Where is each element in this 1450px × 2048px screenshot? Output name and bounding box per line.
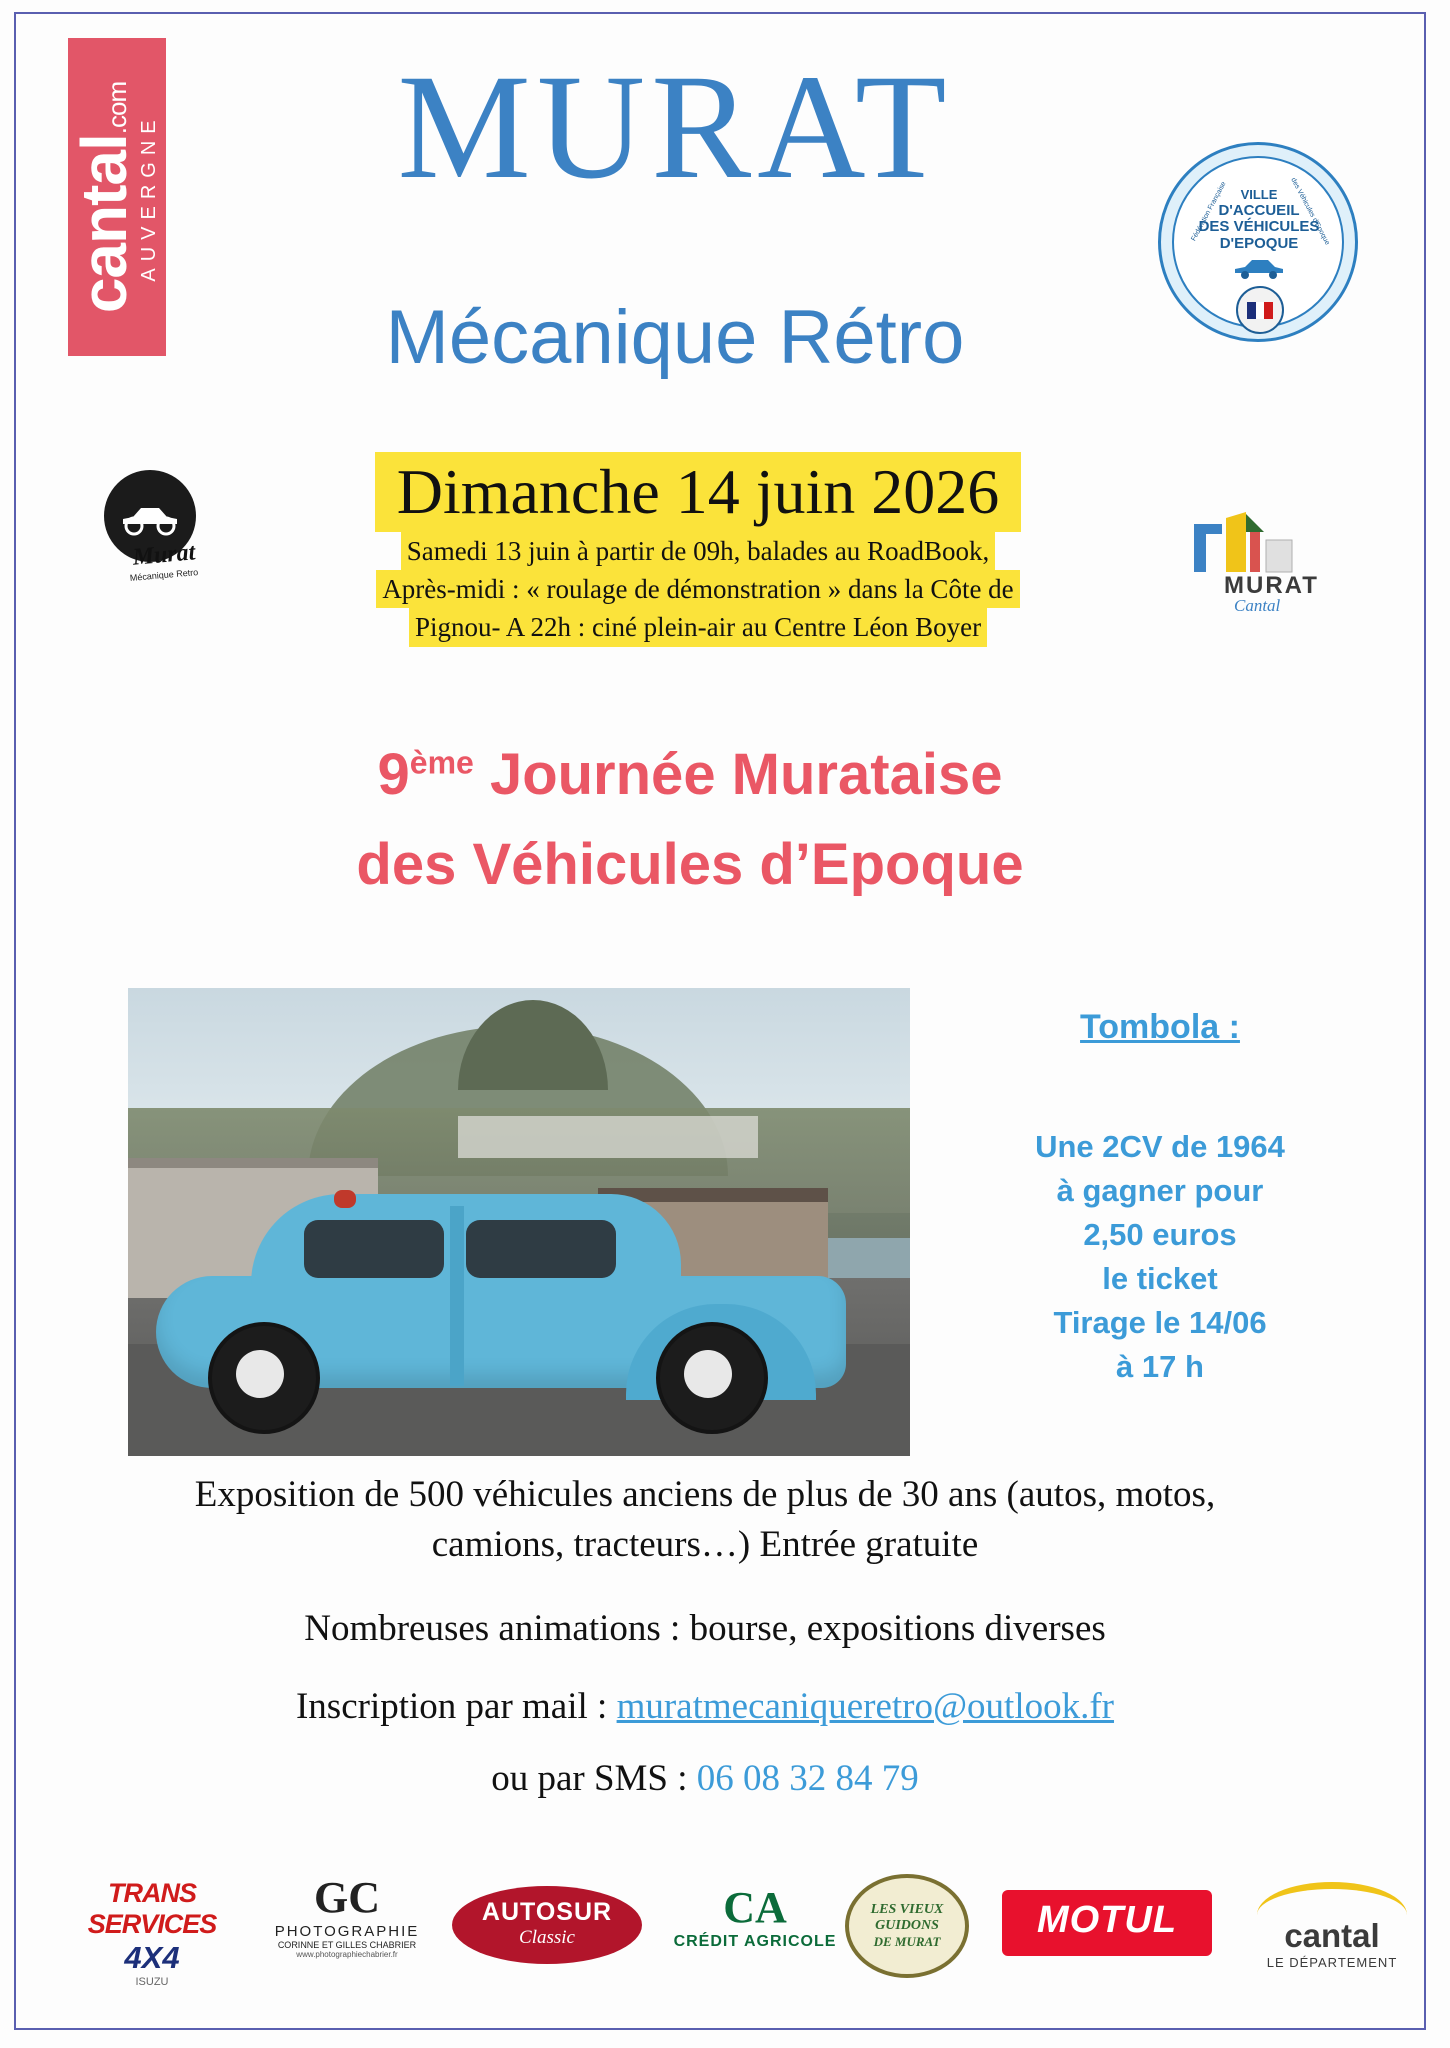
tombola-line: 2,50 euros [1083,1217,1237,1253]
badge-line-3: DES VÉHICULES [1198,218,1320,236]
event-date-main: Dimanche 14 juin 2026 [375,452,1022,532]
badge-fed-right-text: des Véhicules d'Epoque [1289,176,1331,247]
badge-line-2: D'ACCUEIL [1218,201,1300,219]
sponsor-vieux-line-2: DE MURAT [873,1934,941,1949]
inscription-label: Inscription par mail : [295,1685,617,1727]
car-window-front [304,1220,444,1278]
sponsor-photo-line-3: www.photographiechabrier.fr [296,1950,398,1959]
badge-line-4: D'EPOQUE [1219,235,1299,253]
murat-cantal-icon [1188,510,1308,576]
poster-title: MURAT [397,44,953,210]
mmr-logo-name: Murat [131,539,197,571]
event-date-detail-line: Pignou- A 22h : ciné plein-air au Centre Léon Boyer [409,608,987,646]
sms-label: ou par SMS : [491,1757,697,1799]
car-pillar [450,1206,464,1386]
tombola-title: Tombola : [1080,1008,1240,1046]
sponsor-vieux-line-1: LES VIEUX GUIDONS [870,1902,944,1933]
sponsor-trans-line-1: TRANS [108,1878,196,1908]
event-date-block [278,452,1118,647]
car-window-rear [466,1220,616,1278]
car-rear-wheel [656,1322,768,1434]
sponsor-credit-agricole [660,1882,850,1951]
murat-cantal-logo [1188,510,1348,620]
murat-cantal-sub: Cantal [1234,596,1281,615]
car-front-wheel [208,1322,320,1434]
sponsor-trans-line-2: SERVICES [87,1909,217,1939]
tombola-line: le ticket [1102,1261,1218,1297]
sponsor-autosur-line-2: Classic [519,1927,575,1948]
sponsor-cantal-line-2: LE DÉPARTEMENT [1266,1955,1398,1970]
tombola-line: à gagner pour [1056,1173,1264,1209]
body-paragraph-3 [90,1682,1320,1732]
sponsor-autosur-line-1: AUTOSUR [481,1898,613,1926]
sponsor-strip [52,1860,1402,1990]
event-date-details [278,532,1118,647]
photo-village [458,1116,758,1158]
tombola-details [990,1125,1330,1389]
sponsor-ca-line-1: CRÉDIT AGRICOLE [673,1933,837,1950]
sponsor-photo-monogram: GC [314,1873,380,1922]
sponsor-trans-line-4: ISUZU [135,1976,169,1988]
car-roof-lamp [334,1190,356,1208]
badge-text [1194,188,1324,253]
sms-number[interactable]: 06 08 32 84 79 [696,1757,919,1799]
tombola-line: Une 2CV de 1964 [1035,1129,1285,1164]
badge-line-1: VILLE [1240,187,1278,202]
photo-2cv [128,988,910,1456]
poster-subtitle: Mécanique Rétro [385,295,965,380]
photo-car-2cv [156,1184,856,1434]
sponsor-photo-line-2: CORINNE ET GILLES CHABRIER [277,1940,417,1950]
cantal-com-logo [68,38,166,356]
event-headline-line-1: 9ème Journée Murataise [377,742,1003,807]
murat-cantal-name: MURAT [1224,572,1319,599]
badge-fed-left-text: Fédération Française [1190,180,1228,243]
mmr-logo-sub: Mécanique Retro [129,567,199,583]
sponsor-photographie-chabrier [262,1872,432,1959]
event-date-detail-line: Samedi 13 juin à partir de 09h, balades au RoadBook, [401,532,996,570]
event-headline-line-2: des Véhicules d’Epoque [356,831,1024,897]
sponsor-cantal-line-1: cantal [1284,1917,1380,1954]
event-headline [180,730,1200,910]
sponsor-vieux-disc [845,1874,969,1978]
body-paragraph-1-line-1: Exposition de 500 véhicules anciens de plus de 30 ans (autos, motos, [194,1474,1216,1515]
body-paragraph-1-line-2: camions, tracteurs…) Entrée gratuite [431,1523,979,1565]
body-paragraph-2: Nombreuses animations : bourse, expositions diverses [304,1607,1106,1649]
sponsor-autosur-classic [452,1886,642,1964]
french-flag-icon [1247,302,1273,319]
sponsor-trans-services [62,1878,242,1988]
murat-mecanique-retro-logo [86,470,236,585]
cantal-logo-main: cantal.com [68,81,141,313]
cantal-logo-sub: AUVERGNE [138,112,161,282]
sponsor-motul [1002,1890,1212,1956]
sponsor-trans-line-3: 4X4 [124,1940,180,1975]
event-date-detail-line: Après-midi : « roulage de démonstration » dans la Côte de [376,570,1019,608]
inscription-email-link[interactable]: muratmecaniqueretro@outlook.fr [616,1685,1115,1727]
tombola-line: à 17 h [1116,1349,1204,1385]
sponsor-ca-monogram: CA [723,1883,787,1932]
ville-accueil-vehicules-epoque-logo [1158,142,1358,342]
badge-medal-icon [1236,286,1284,334]
badge-car-icon [1232,254,1286,280]
sponsor-vieux-guidons [842,1874,972,1974]
poster-body-text [90,1470,1320,1804]
cantal-swoosh-icon [1257,1882,1407,1915]
tombola-line: Tirage le 14/06 [1053,1305,1267,1341]
sponsor-photo-line-1: PHOTOGRAPHIE [274,1923,420,1940]
sponsor-cantal-departement [1237,1882,1427,1970]
body-paragraph-4 [90,1754,1320,1804]
sponsor-motul-line-1: MOTUL [1036,1899,1178,1941]
